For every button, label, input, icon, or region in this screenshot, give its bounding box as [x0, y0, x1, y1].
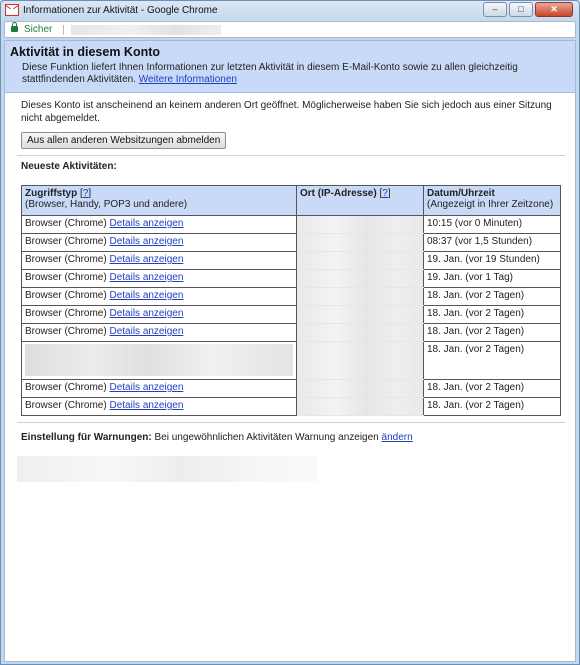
datetime-cell: 08:37 (vor 1,5 Stunden) [424, 234, 561, 252]
minimize-icon[interactable]: – [483, 2, 507, 17]
table-row [22, 306, 561, 324]
table-row [22, 270, 561, 288]
details-link[interactable]: Details anzeigen [109, 218, 184, 229]
datetime-cell: 18. Jan. (vor 2 Tagen) [424, 380, 561, 398]
ip-redacted [297, 306, 424, 324]
change-warning-link[interactable]: ändern [381, 432, 413, 443]
access-type-cell [22, 252, 297, 270]
gmail-icon [5, 4, 19, 16]
header-description [22, 62, 570, 86]
access-type-cell [22, 288, 297, 306]
secure-label: Sicher [24, 24, 53, 35]
activity-table [21, 185, 561, 416]
lock-icon [11, 26, 18, 32]
table-row [22, 342, 561, 380]
ip-redacted [297, 398, 424, 416]
details-link[interactable]: Details anzeigen [109, 308, 184, 319]
access-type: Browser (Chrome) [25, 290, 107, 301]
col-access-type-sub: (Browser, Handy, POP3 und andere) [25, 199, 188, 210]
datetime-cell: 18. Jan. (vor 2 Tagen) [424, 398, 561, 416]
col-access-type: Zugriffstyp [?] (Browser, Handy, POP3 und andere) [22, 186, 297, 216]
access-type: Browser (Chrome) [25, 218, 107, 229]
warning-settings-text: Bei ungewöhnlichen Aktivitäten Warnung anzeigen [154, 432, 379, 443]
datetime-cell: 18. Jan. (vor 2 Tagen) [424, 342, 561, 380]
ip-redacted [297, 342, 424, 380]
access-type: Browser (Chrome) [25, 382, 107, 393]
col-location-title: Ort (IP-Adresse) [300, 188, 377, 199]
access-type-redacted [25, 344, 293, 376]
url-redacted[interactable] [71, 25, 221, 35]
access-type-cell [22, 324, 297, 342]
redacted-footer [17, 456, 317, 482]
datetime-cell: 19. Jan. (vor 19 Stunden) [424, 252, 561, 270]
window-title: Informationen zur Aktivität - Google Chrome [23, 5, 218, 16]
details-link[interactable]: Details anzeigen [109, 254, 184, 265]
access-type-cell [22, 234, 297, 252]
access-type: Browser (Chrome) [25, 236, 107, 247]
ip-redacted [297, 234, 424, 252]
details-link[interactable]: Details anzeigen [109, 272, 184, 283]
page-title: Aktivität in diesem Konto [10, 45, 161, 59]
table-row [22, 398, 561, 416]
details-link[interactable]: Details anzeigen [109, 290, 184, 301]
address-divider [63, 25, 64, 35]
access-type-cell [22, 342, 297, 380]
ip-redacted [297, 252, 424, 270]
details-link[interactable]: Details anzeigen [109, 400, 184, 411]
recent-activity-title: Neueste Aktivitäten: [21, 161, 117, 172]
maximize-icon[interactable]: □ [509, 2, 533, 17]
access-type-cell [22, 270, 297, 288]
details-link[interactable]: Details anzeigen [109, 326, 184, 337]
table-row [22, 234, 561, 252]
window-controls [483, 2, 573, 17]
access-type: Browser (Chrome) [25, 308, 107, 319]
datetime-cell: 18. Jan. (vor 2 Tagen) [424, 288, 561, 306]
ip-redacted [297, 288, 424, 306]
access-type-cell [22, 306, 297, 324]
ip-redacted [297, 324, 424, 342]
access-type: Browser (Chrome) [25, 254, 107, 265]
datetime-cell: 10:15 (vor 0 Minuten) [424, 216, 561, 234]
datetime-cell: 18. Jan. (vor 2 Tagen) [424, 306, 561, 324]
close-icon[interactable]: ✕ [535, 2, 573, 17]
table-row [22, 380, 561, 398]
col-datetime-title: Datum/Uhrzeit [427, 188, 495, 199]
page-content [4, 40, 576, 662]
access-type-cell [22, 398, 297, 416]
ip-redacted [297, 380, 424, 398]
session-status-text: Dieses Konto ist anscheinend an keinem anderen Ort geöffnet. Möglicherweise haben Sie sich jedoch aus einer Sitzung nicht abgemeldet. [21, 100, 552, 124]
ip-redacted [297, 216, 424, 234]
access-type: Browser (Chrome) [25, 326, 107, 337]
divider [17, 422, 565, 423]
signout-all-sessions-button[interactable]: Aus allen anderen Websitzungen abmelden [21, 132, 226, 149]
access-type: Browser (Chrome) [25, 400, 107, 411]
location-help-link[interactable]: ? [382, 188, 388, 199]
details-link[interactable]: Details anzeigen [109, 382, 184, 393]
title-bar [1, 1, 579, 21]
datetime-cell: 19. Jan. (vor 1 Tag) [424, 270, 561, 288]
col-access-type-title: Zugriffstyp [25, 188, 78, 199]
table-header-row [22, 186, 561, 216]
col-datetime [424, 186, 561, 216]
ip-redacted [297, 270, 424, 288]
access-type-cell [22, 380, 297, 398]
datetime-cell: 18. Jan. (vor 2 Tagen) [424, 324, 561, 342]
more-info-link[interactable]: Weitere Informationen [138, 74, 237, 85]
description-text: Diese Funktion liefert Ihnen Informationen zur letzten Aktivität in diesem E-Mail-Konto sowie zu allen gleichzeitig stattfindenden Aktivitäten. [22, 62, 518, 85]
access-type: Browser (Chrome) [25, 272, 107, 283]
activity-header [5, 41, 575, 93]
details-link[interactable]: Details anzeigen [109, 236, 184, 247]
table-row [22, 216, 561, 234]
col-location: Ort (IP-Adresse) [?] [297, 186, 424, 216]
address-bar[interactable] [4, 21, 576, 38]
warning-settings-label: Einstellung für Warnungen: [21, 432, 152, 443]
table-row [22, 252, 561, 270]
divider [17, 155, 565, 156]
access-type-cell [22, 216, 297, 234]
table-row [22, 324, 561, 342]
warning-settings [21, 432, 575, 443]
col-datetime-sub: (Angezeigt in Ihrer Zeitzone) [427, 199, 554, 210]
access-type-help-link[interactable]: ? [82, 188, 89, 199]
table-row [22, 288, 561, 306]
